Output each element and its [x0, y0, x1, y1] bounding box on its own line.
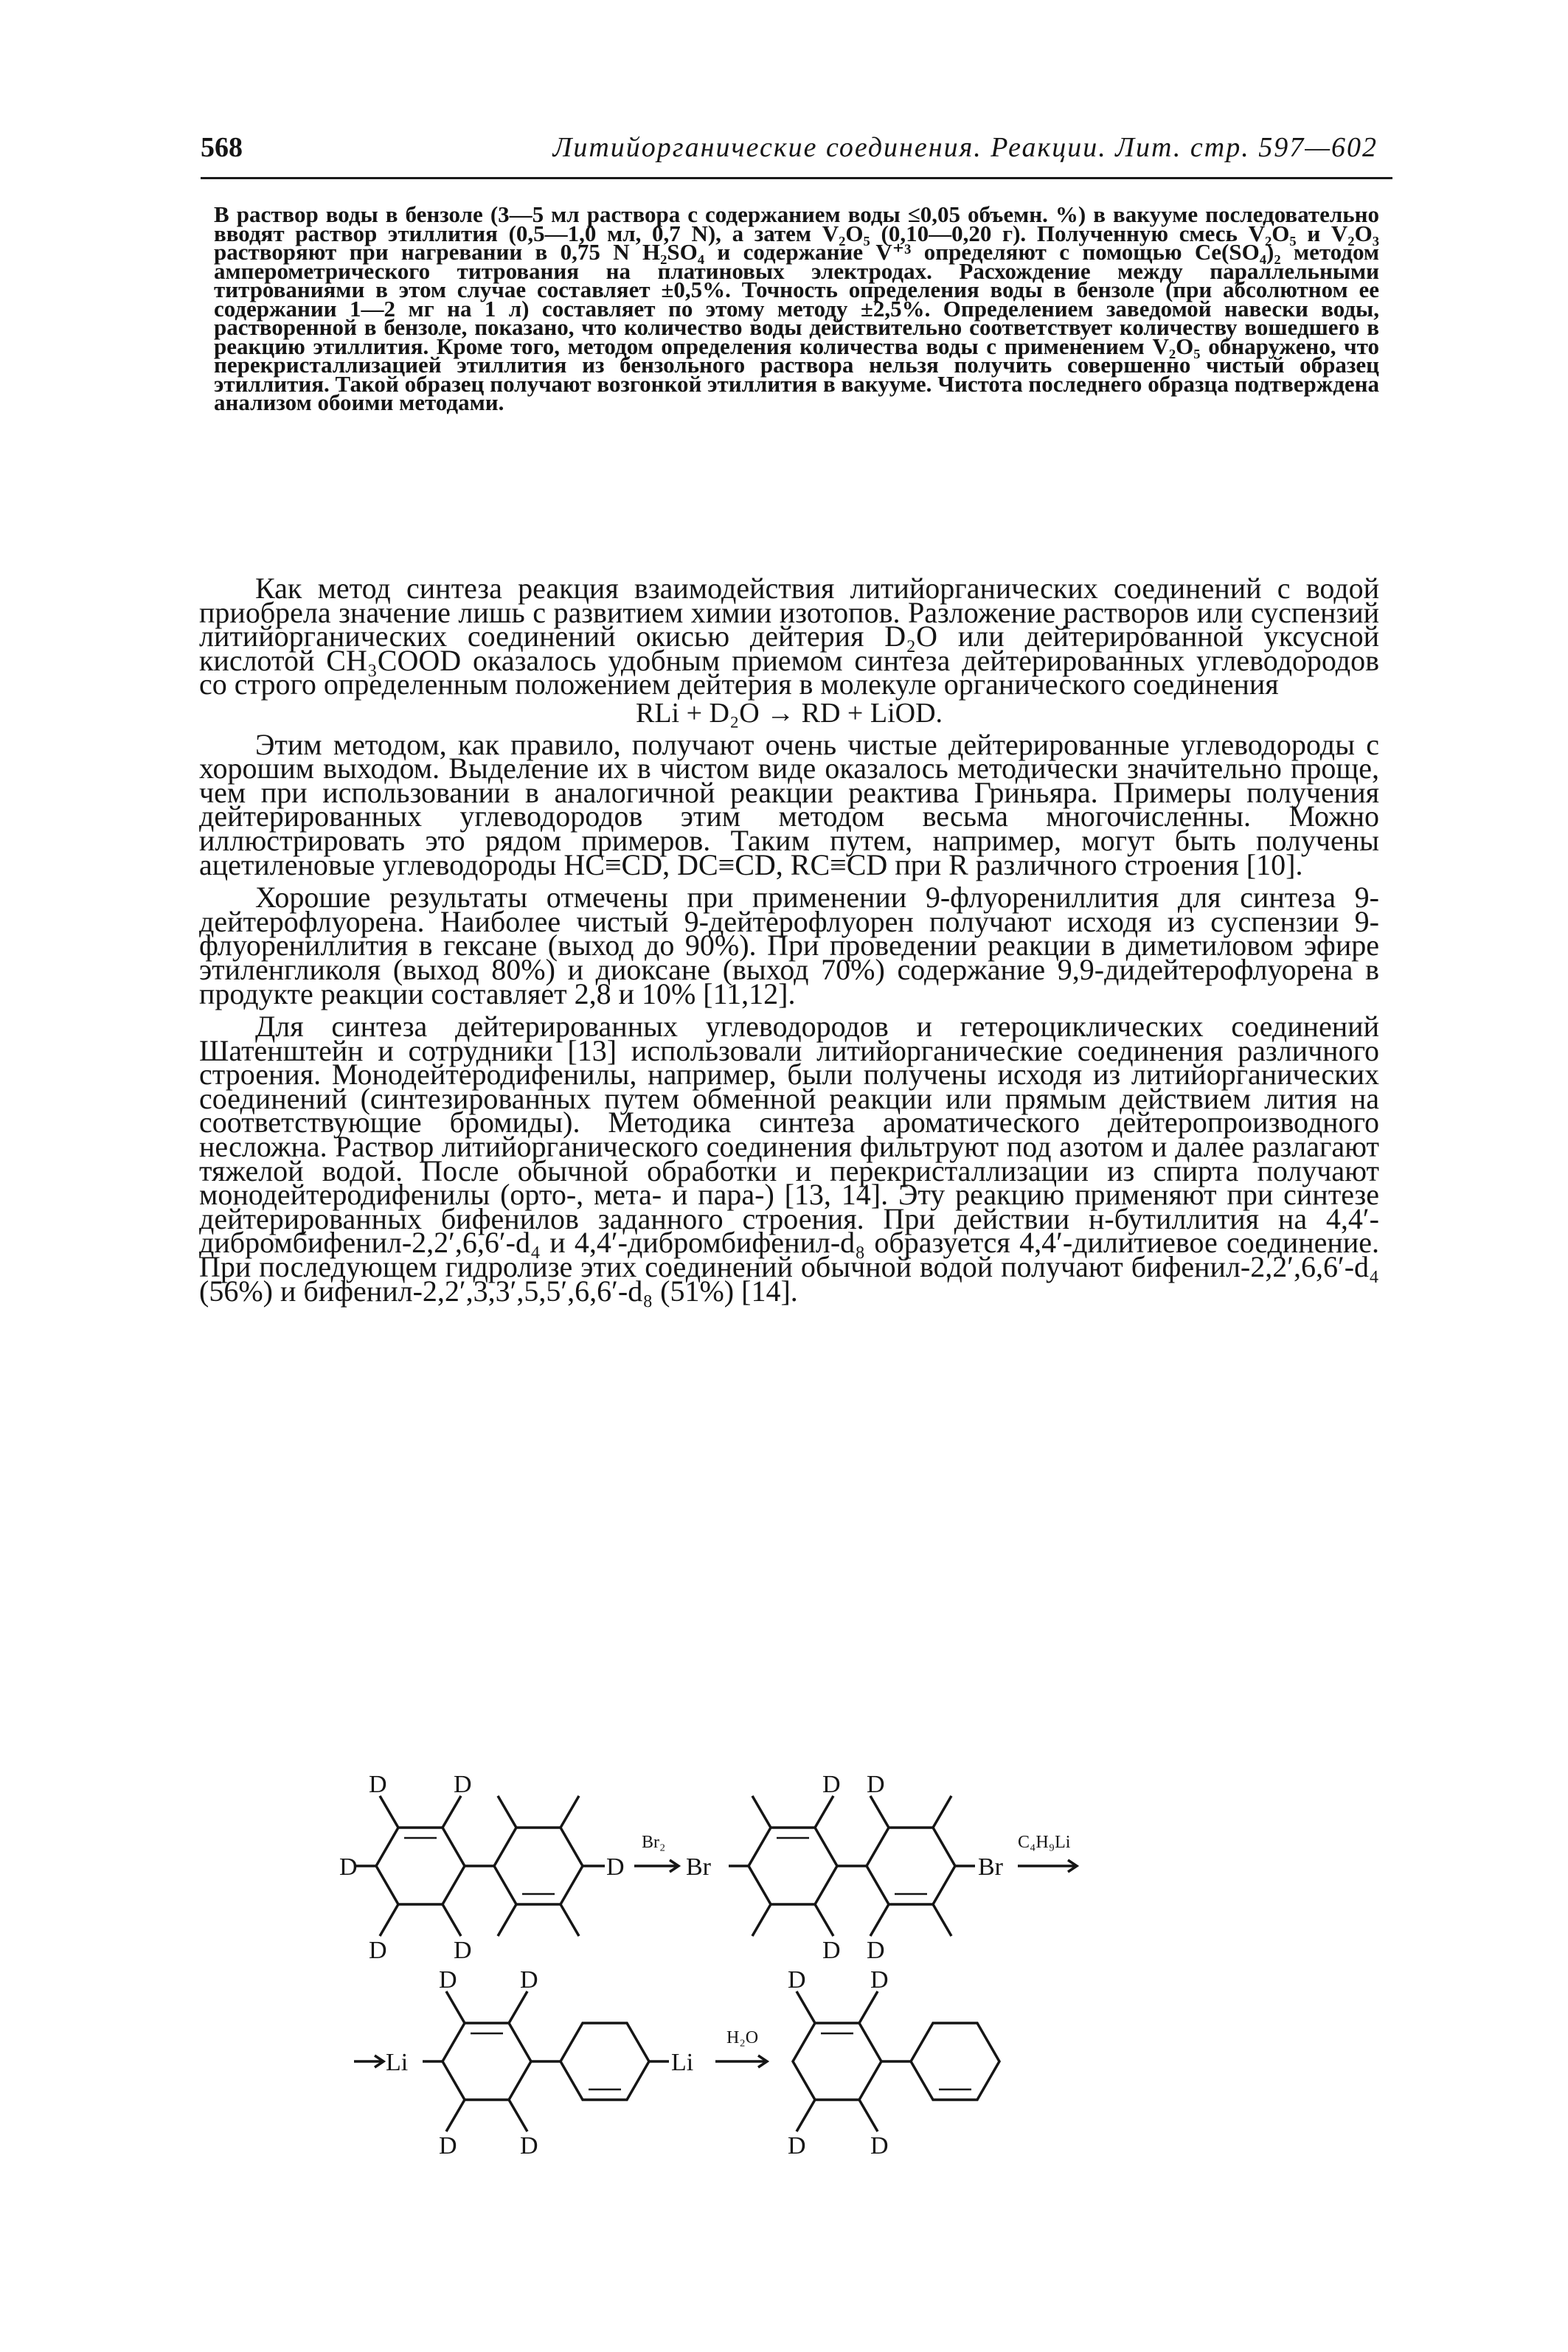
- label-li-left: Li: [386, 2049, 409, 2076]
- paragraph-biphenyls: Для синтеза дейтерированных углеводородов и гетероциклических соединений Шатенштейн и сотрудники [13] использовали литийорганические соединения различного строения. Монодейтеродифенилы, например, были получены исходя из литийорганических соединений (синтезированных путем обменной реакции или прямым действием лития на соответствующие бромиды). Методика синтеза ароматического дейтеропроизводного несложна. Раствор литийорганического соединения фильтруют под азотом и далее разлагают тяжелой водой. После обычной обработки и перекристаллизации из спирта получают монодейтеродифенилы (орто-, мета- и пара-) [13, 14]. Эту реакцию применяют при синтезе дейтерированных бифенилов заданного строения. При действии н-бутиллития на 4,4′-дибромбифенил-2,2′,6,6′-d₄ и 4,4′-дибромбифенил-d₈ образуется 4,4′-дилитиевое соединение. При последующем гидролизе этих соединений обычной водой получают бифенил-2,2′,6,6′-d₄ (56%) и бифенил-2,2′,3,3′,5,5′,6,6′-d₈ (51%) [14].: [199, 1010, 1379, 1308]
- label-d-15: D: [788, 2132, 806, 2160]
- label-d-right: D: [606, 1853, 625, 1881]
- main-text: [199, 572, 1379, 1308]
- experimental-note: [214, 201, 1379, 415]
- label-br-left: Br: [686, 1853, 711, 1881]
- label-d-14: D: [870, 1966, 889, 1994]
- paragraph-deuteration-intro: Как метод синтеза реакция взаимодействия литийорганических соединений с водой приобрела значение лишь с развитием химии изотопов. Разложение растворов или суспензий литийорганических соединений окисью дейтерия D₂O или дейтерированной уксусной кислотой CH₃COOD оказалось удобным приемом синтеза дейтерированных углеводородов со строго определенным положением дейтерия в молекуле органического соединения: [199, 572, 1379, 701]
- dilithiobiphenyl-structure: [423, 1991, 669, 2131]
- label-br-right: Br: [978, 1853, 1003, 1881]
- label-d-13: D: [788, 1966, 806, 1994]
- running-title: Литийорганические соединения. Реакции. Лит. стр. 597—602: [552, 132, 1378, 163]
- reaction-scheme: [339, 1770, 1261, 2168]
- paragraph-fluorenyllithium: Хорошие результаты отмечены при применении 9-флуорениллития для синтеза 9-дейтерофлуорена. Наиболее чистый 9-дейтерофлуорен получают исходя из суспензии 9-флуорениллития в гексане (выход до 90%). При проведении реакции в диметиловом эфире этиленгликоля (выход 80%) и диоксане (выход 70%) содержание 9,9-дидейтерофлуорена в продукте реакции составляет 2,8 и 10% [11,12].: [199, 881, 1379, 1010]
- reagent-water: H₂O: [726, 2028, 759, 2047]
- label-d-1: D: [369, 1771, 387, 1798]
- label-d-left: D: [339, 1853, 358, 1881]
- label-d-8: D: [867, 1937, 885, 1964]
- label-d-12: D: [520, 2132, 538, 2160]
- page-header: [201, 131, 1392, 179]
- label-d-5: D: [822, 1771, 841, 1798]
- label-d-7: D: [822, 1937, 841, 1964]
- biphenyl-d4-structure: [793, 1991, 999, 2131]
- reagent-butyllithium: C₄H₉Li: [1018, 1833, 1071, 1852]
- small-print-paragraph: В раствор воды в бензоле (3—5 мл раствора с содержанием воды ≤0,05 объемн. %) в вакууме последовательно вводят раствор этиллития (0,5—1,0 мл, 0,7 N), а затем V₂O₅ (0,10—0,20 г). Полученную смесь V₂O₅ и V₂O₃ растворяют при нагревании в 0,75 N H₂SO₄ и содержание V⁺³ определяют с помощью Ce(SO₄)₂ методом амперометрического титрования на платиновых электродах. Расхождение между параллельными титрованиями в этом случае составляет ±0,5%. Точность определения воды в бензоле (при абсолютном ее содержании 1—2 мг на 1 л) составляет по этому методу ±2,5%. Определением заведомой навески воды, растворенной в бензоле, показано, что количество воды действительно соответствует количеству вошедшего в реакцию этиллития. Кроме того, методом определения количества воды с применением V₂O₅ обнаружено, что перекристаллизацией этиллития из бензольного раствора нельзя получить совершенно чистый образец этиллития. Такой образец получают возгонкой этиллития в вакууме. Чистота последнего образца подтверждена анализом обоими методами.: [214, 201, 1379, 415]
- label-li-right: Li: [671, 2049, 694, 2076]
- reaction-scheme-svg: [339, 1770, 1261, 2168]
- reagent-br2: Br₂: [642, 1833, 666, 1852]
- label-d-10: D: [520, 1966, 538, 1994]
- label-d-9: D: [439, 1966, 457, 1994]
- label-d-16: D: [870, 2132, 889, 2160]
- biphenyl-d8-structure: [354, 1796, 605, 1936]
- dibromobiphenyl-structure: [729, 1796, 975, 1936]
- reaction-equation: RLi + D₂O → RD + LiOD.: [635, 697, 943, 729]
- page-number: 568: [201, 132, 243, 163]
- label-d-11: D: [439, 2132, 457, 2160]
- label-d-4: D: [454, 1937, 472, 1964]
- label-d-6: D: [867, 1771, 885, 1798]
- label-d-3: D: [369, 1937, 387, 1964]
- label-d-2: D: [454, 1771, 472, 1798]
- paragraph-pure-hydrocarbons: Этим методом, как правило, получают очень чистые дейтерированные углеводороды с хорошим выходом. Выделение их в чистом виде оказалось методически значительно проще, чем при использовании в аналогичной реакции реактива Гриньяра. Примеры получения дейтерированных углеводородов этим методом весьма многочисленны. Можно иллюстрировать это рядом примеров. Таким путем, например, могут быть получены ацетиленовые углеводороды HC≡CD, DC≡CD, RC≡CD при R различного строения [10].: [199, 727, 1379, 881]
